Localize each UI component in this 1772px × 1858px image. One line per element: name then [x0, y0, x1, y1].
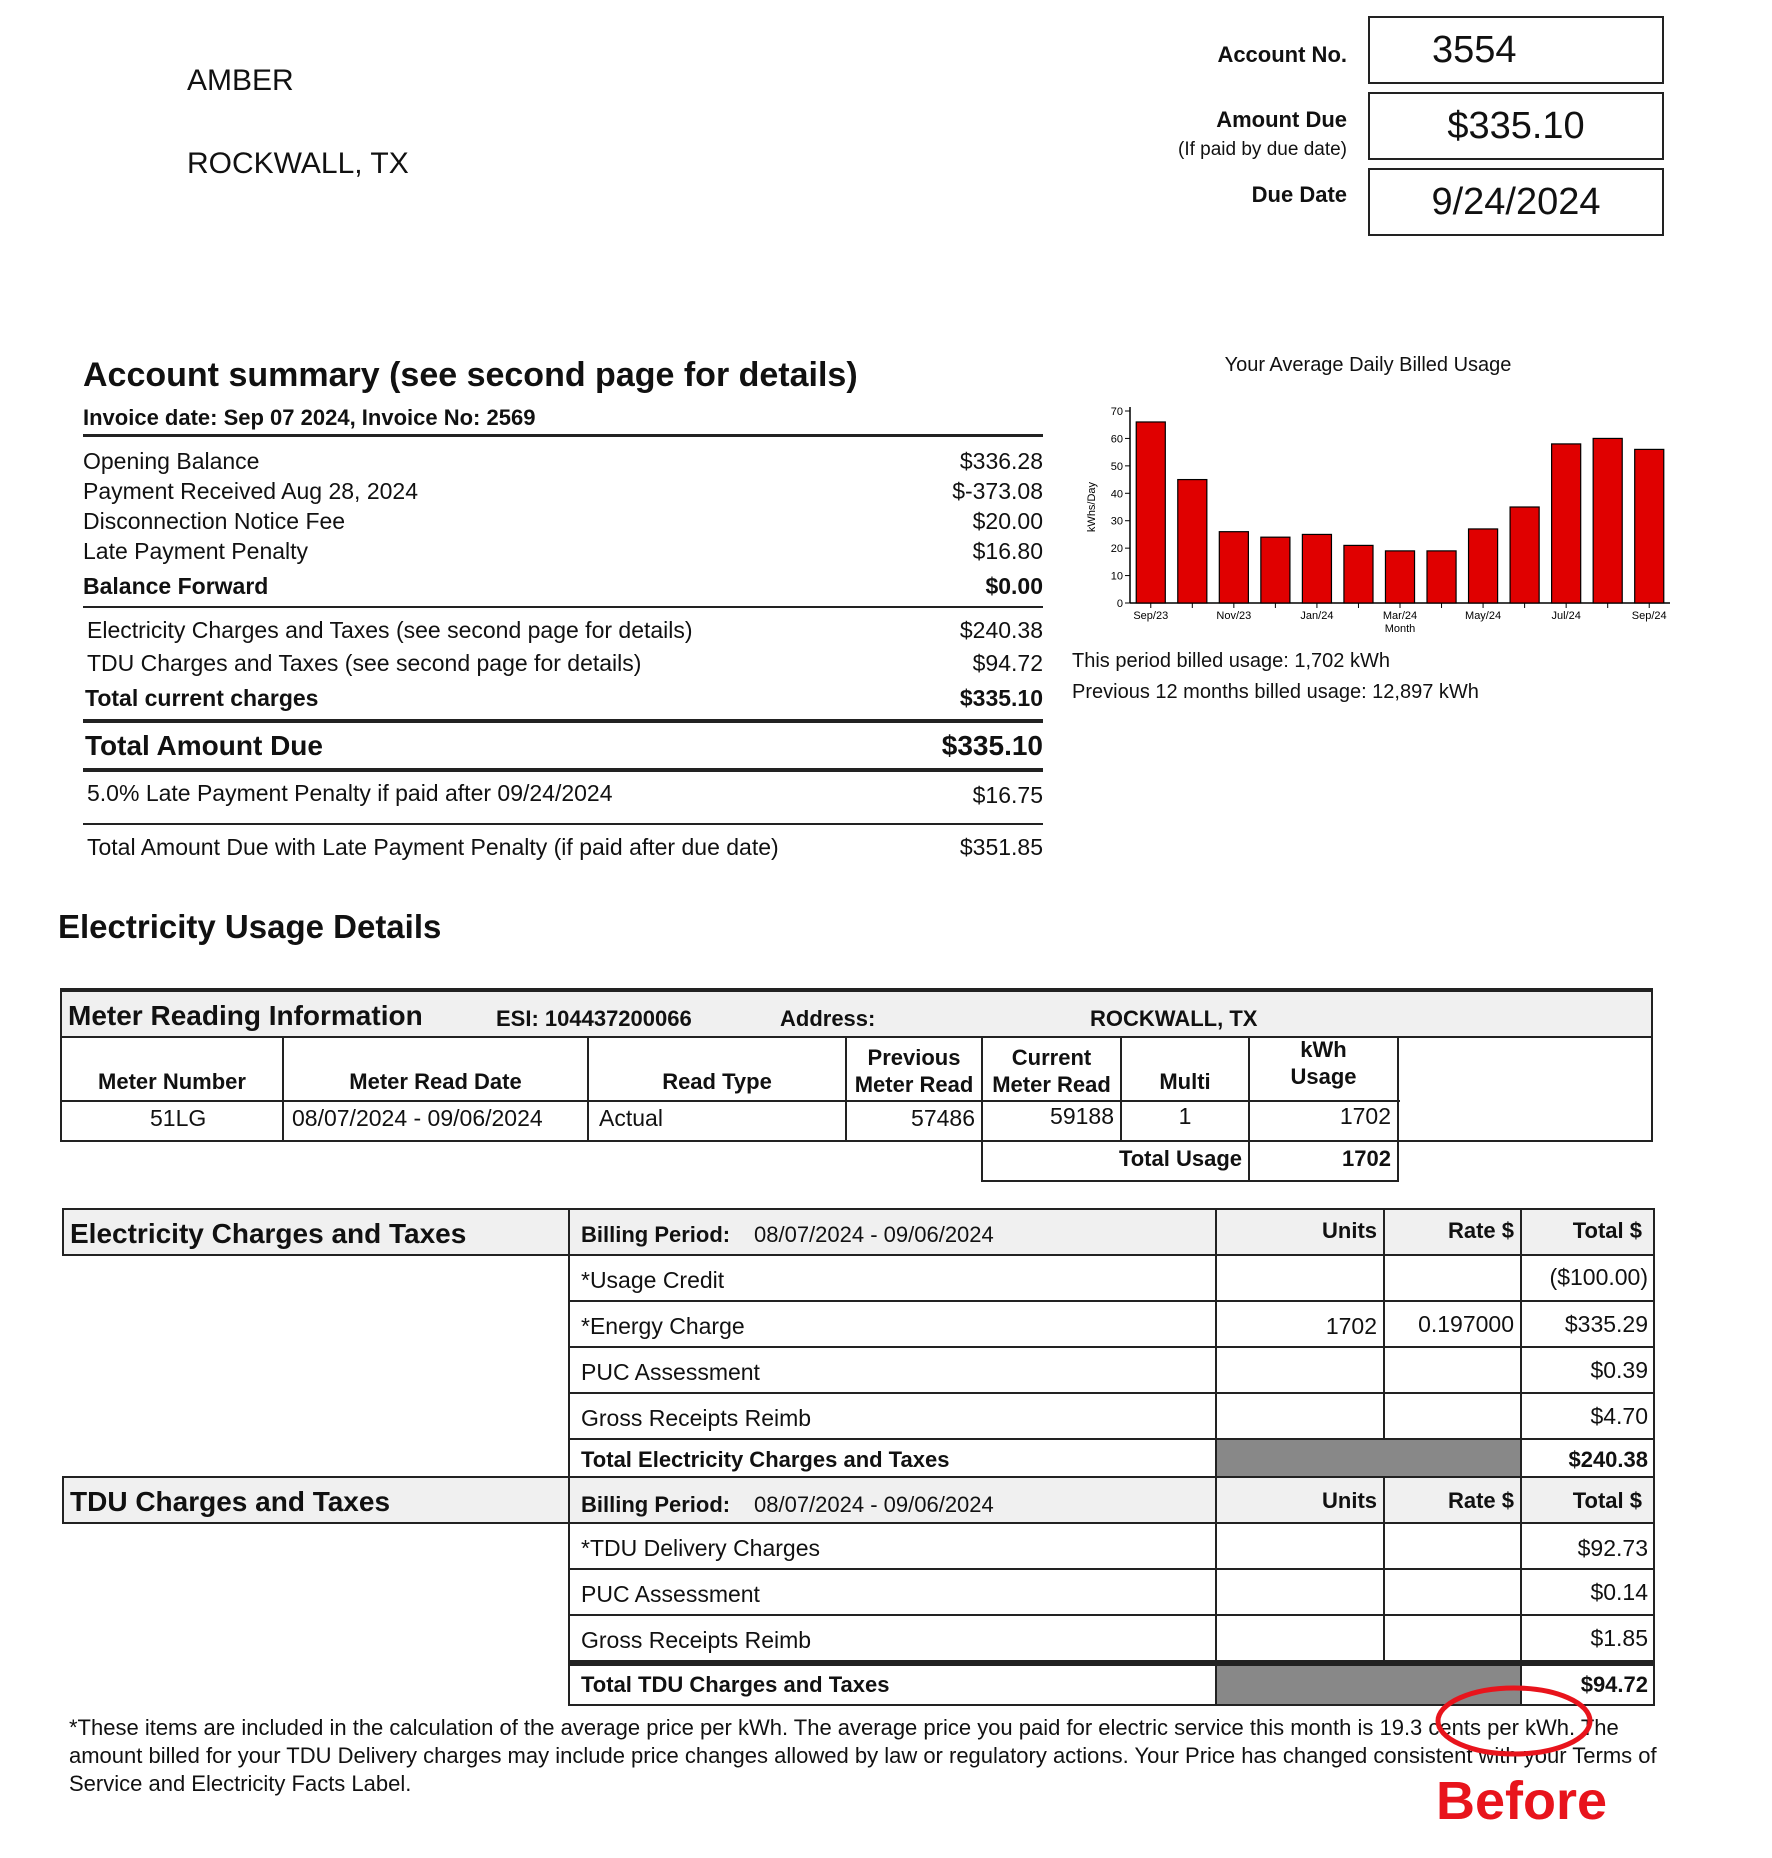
chart-y-tick-label: 40 — [1110, 488, 1123, 501]
elec-row-rate: 0.197000 — [1418, 1311, 1514, 1337]
chart-bar — [1593, 438, 1622, 603]
summary-divider — [83, 719, 1043, 723]
summary-row: Payment Received Aug 28, 2024 $-373.08 — [83, 478, 1043, 504]
customer-city: ROCKWALL, TX — [187, 147, 409, 180]
chart-x-tick-label: Jan/24 — [1300, 610, 1334, 622]
chart-bar — [1385, 551, 1414, 603]
col-current-read: Current Meter Read — [992, 1045, 1111, 1097]
chart-y-tick-label: 30 — [1110, 515, 1123, 528]
elec-row-divider — [568, 1300, 1655, 1302]
summary-row: Late Payment Penalty $16.80 — [83, 538, 1043, 564]
elec-section-title-box — [62, 1208, 570, 1256]
col-read-date: Meter Read Date — [349, 1069, 522, 1094]
tdu-period-value: 08/07/2024 - 09/06/2024 — [754, 1492, 994, 1517]
elec-period-value: 08/07/2024 - 09/06/2024 — [754, 1222, 994, 1247]
elec-total-value: $240.38 — [1568, 1447, 1648, 1472]
late-penalty-row: 5.0% Late Payment Penalty if paid after 09/24/2024 $16.75 — [87, 780, 1043, 808]
summary-title: Account summary (see second page for details) — [83, 356, 858, 394]
tdu-row-total: $1.85 — [1590, 1625, 1648, 1651]
current-read-value: 59188 — [1050, 1103, 1114, 1129]
col-previous-read: Previous Meter Read — [854, 1045, 974, 1097]
elec-total-shade — [1217, 1440, 1520, 1476]
tdu-row-label: *TDU Delivery Charges — [581, 1535, 821, 1561]
tdu-col-rate: Rate $ — [1447, 1488, 1514, 1513]
summary-row: Disconnection Notice Fee $20.00 — [83, 508, 1043, 534]
read-date-value: 08/07/2024 - 09/06/2024 — [292, 1105, 543, 1131]
col-read-type: Read Type — [662, 1069, 772, 1094]
chart-bar — [1136, 422, 1165, 603]
period-usage: This period billed usage: 1,702 kWh — [1072, 650, 1390, 672]
elec-col-divider — [1520, 1208, 1522, 1478]
total-amount-due-row: Total Amount Due $335.10 — [85, 730, 1043, 761]
usage-chart — [1080, 395, 1680, 640]
annotation-circle — [1432, 1682, 1596, 1760]
chart-x-label: Month — [1384, 623, 1416, 635]
chart-y-tick-label: 70 — [1110, 406, 1123, 418]
esi-id: ESI: 104437200066 — [496, 1006, 692, 1031]
elec-total-label: Total Electricity Charges and Taxes — [581, 1447, 950, 1472]
tdu-total-label: Total TDU Charges and Taxes — [581, 1672, 890, 1697]
chart-y-tick-label: 10 — [1110, 570, 1123, 583]
meter-info-header — [60, 990, 1653, 1038]
tdu-row-divider — [568, 1660, 1655, 1662]
tdu-total-value: $94.72 — [1580, 1672, 1648, 1697]
tdu-period-label: Billing Period: — [581, 1492, 731, 1517]
chart-x-tick-label: Sep/23 — [1133, 610, 1169, 622]
summary-row: Electricity Charges and Taxes (see second page for details) $240.38 — [87, 617, 1043, 643]
elec-period-label: Billing Period: — [581, 1222, 731, 1247]
due-date-label: Due Date — [1251, 182, 1347, 207]
elec-col-rate: Rate $ — [1447, 1218, 1514, 1243]
col-kwh-usage: kWh Usage — [1290, 1037, 1357, 1089]
tdu-row-total: $0.14 — [1590, 1579, 1648, 1605]
previous-usage: Previous 12 months billed usage: 12,897 kWh — [1072, 681, 1479, 703]
chart-x-tick-label: Sep/24 — [1631, 610, 1667, 622]
tdu-col-divider — [568, 1660, 570, 1706]
chart-bar — [1635, 449, 1664, 603]
account-number-value: 3554 — [1432, 28, 1517, 71]
tdu-row-label: PUC Assessment — [581, 1581, 760, 1607]
tdu-col-units: Units — [1322, 1488, 1377, 1513]
meter-col-divider — [1397, 1036, 1399, 1182]
address-city: ROCKWALL, TX — [1090, 1006, 1258, 1031]
elec-col-total: Total $ — [1572, 1218, 1642, 1243]
usage-details-title: Electricity Usage Details — [58, 908, 442, 945]
elec-row-label: *Energy Charge — [581, 1313, 745, 1339]
elec-row-total: $0.39 — [1590, 1357, 1648, 1383]
total-usage-label: Total Usage — [1118, 1146, 1242, 1171]
summary-divider — [83, 606, 1043, 608]
chart-x-tick-label: Nov/23 — [1216, 610, 1252, 622]
total-with-penalty-row: Total Amount Due with Late Payment Penalty (if paid after due date) $351.85 — [87, 834, 1043, 860]
tdu-section-title: TDU Charges and Taxes — [70, 1486, 391, 1517]
col-meter-number: Meter Number — [98, 1069, 246, 1094]
summary-divider — [83, 434, 1043, 437]
chart-x-tick-label: Jul/24 — [1551, 610, 1581, 622]
elec-col-divider — [1215, 1208, 1217, 1478]
elec-row-total: $335.29 — [1564, 1311, 1648, 1337]
meter-info-title: Meter Reading Information — [68, 1000, 423, 1031]
tdu-col-total: Total $ — [1572, 1488, 1642, 1513]
meter-total-bottom — [981, 1180, 1399, 1182]
chart-y-tick-label: 20 — [1110, 543, 1123, 556]
previous-read-value: 57486 — [911, 1105, 975, 1131]
tdu-row-divider — [568, 1614, 1655, 1616]
amount-due-box — [1368, 92, 1664, 160]
elec-row-label: PUC Assessment — [581, 1359, 760, 1385]
tdu-section-title-box — [62, 1476, 570, 1524]
chart-bar — [1427, 551, 1456, 603]
tdu-col-divider — [1653, 1660, 1655, 1706]
chart-y-tick-label: 60 — [1110, 433, 1123, 446]
chart-y-label: kWhs/Day — [1086, 481, 1098, 533]
elec-col-units: Units — [1322, 1218, 1377, 1243]
elec-row-units: 1702 — [1325, 1313, 1377, 1339]
read-type-value: Actual — [599, 1105, 663, 1131]
customer-name: AMBER — [187, 64, 294, 97]
account-number-box — [1368, 16, 1664, 84]
chart-y-tick-label: 0 — [1116, 598, 1123, 610]
amount-due-sublabel: (If paid by due date) — [1178, 139, 1347, 160]
chart-bar — [1469, 529, 1498, 603]
summary-row: Opening Balance $336.28 — [83, 448, 1043, 474]
usage-value: 1702 — [1339, 1103, 1391, 1129]
elec-row-divider — [568, 1392, 1655, 1394]
annotation-label: Before — [1436, 1771, 1608, 1831]
chart-x-tick-label: May/24 — [1465, 610, 1502, 622]
chart-bar — [1178, 480, 1207, 603]
chart-bar — [1302, 534, 1331, 603]
elec-row-total: ($100.00) — [1549, 1264, 1648, 1290]
chart-bar — [1261, 537, 1290, 603]
chart-bar — [1552, 444, 1581, 603]
meter-row-divider — [60, 1100, 1400, 1102]
invoice-line: Invoice date: Sep 07 2024, Invoice No: 2569 — [83, 405, 536, 430]
chart-title: Your Average Daily Billed Usage — [1224, 354, 1512, 376]
summary-row-balance-forward: Balance Forward $0.00 — [83, 573, 1043, 599]
chart-y-tick-label: 50 — [1110, 460, 1123, 473]
tdu-row-divider — [568, 1568, 1655, 1570]
amount-due-label: Amount Due — [1216, 107, 1347, 132]
chart-bar — [1344, 545, 1373, 603]
summary-row-total-current: Total current charges $335.10 — [85, 685, 1043, 711]
summary-row: TDU Charges and Taxes (see second page for details) $94.72 — [87, 650, 1043, 676]
summary-divider — [83, 768, 1043, 772]
elec-section-title: Electricity Charges and Taxes — [70, 1218, 467, 1249]
tdu-col-divider — [1383, 1476, 1385, 1662]
tdu-col-divider — [1215, 1476, 1217, 1666]
elec-row-label: *Usage Credit — [581, 1267, 725, 1293]
chart-bar — [1219, 532, 1248, 603]
chart-bar — [1510, 507, 1539, 603]
tdu-row-total: $92.73 — [1577, 1535, 1648, 1561]
summary-divider — [83, 823, 1043, 825]
tdu-row-label: Gross Receipts Reimb — [581, 1627, 812, 1653]
total-usage-value: 1702 — [1342, 1146, 1391, 1171]
col-multi: Multi — [1159, 1069, 1211, 1094]
elec-row-total: $4.70 — [1590, 1403, 1648, 1429]
due-date-box — [1368, 168, 1664, 236]
account-number-label: Account No. — [1217, 42, 1347, 67]
address-label: Address: — [780, 1006, 876, 1031]
multi-value: 1 — [1178, 1103, 1192, 1129]
elec-row-label: Gross Receipts Reimb — [581, 1405, 812, 1431]
elec-row-divider — [568, 1346, 1655, 1348]
chart-x-tick-label: Mar/24 — [1382, 610, 1418, 622]
meter-number-value: 51LG — [150, 1105, 207, 1131]
footnote: *These items are included in the calculation of the average price per kWh. The average price you paid for electric service this month is 19.3 cents per kWh. The amount billed for your TDU Delivery charges may include price changes allowed by law or regulatory actions. Your Price has changed consistent with your Terms of Service and Electricity Facts Label. — [69, 1715, 1657, 1796]
due-date-value: 9/24/2024 — [1431, 180, 1601, 223]
amount-due-value: $335.10 — [1447, 104, 1585, 147]
